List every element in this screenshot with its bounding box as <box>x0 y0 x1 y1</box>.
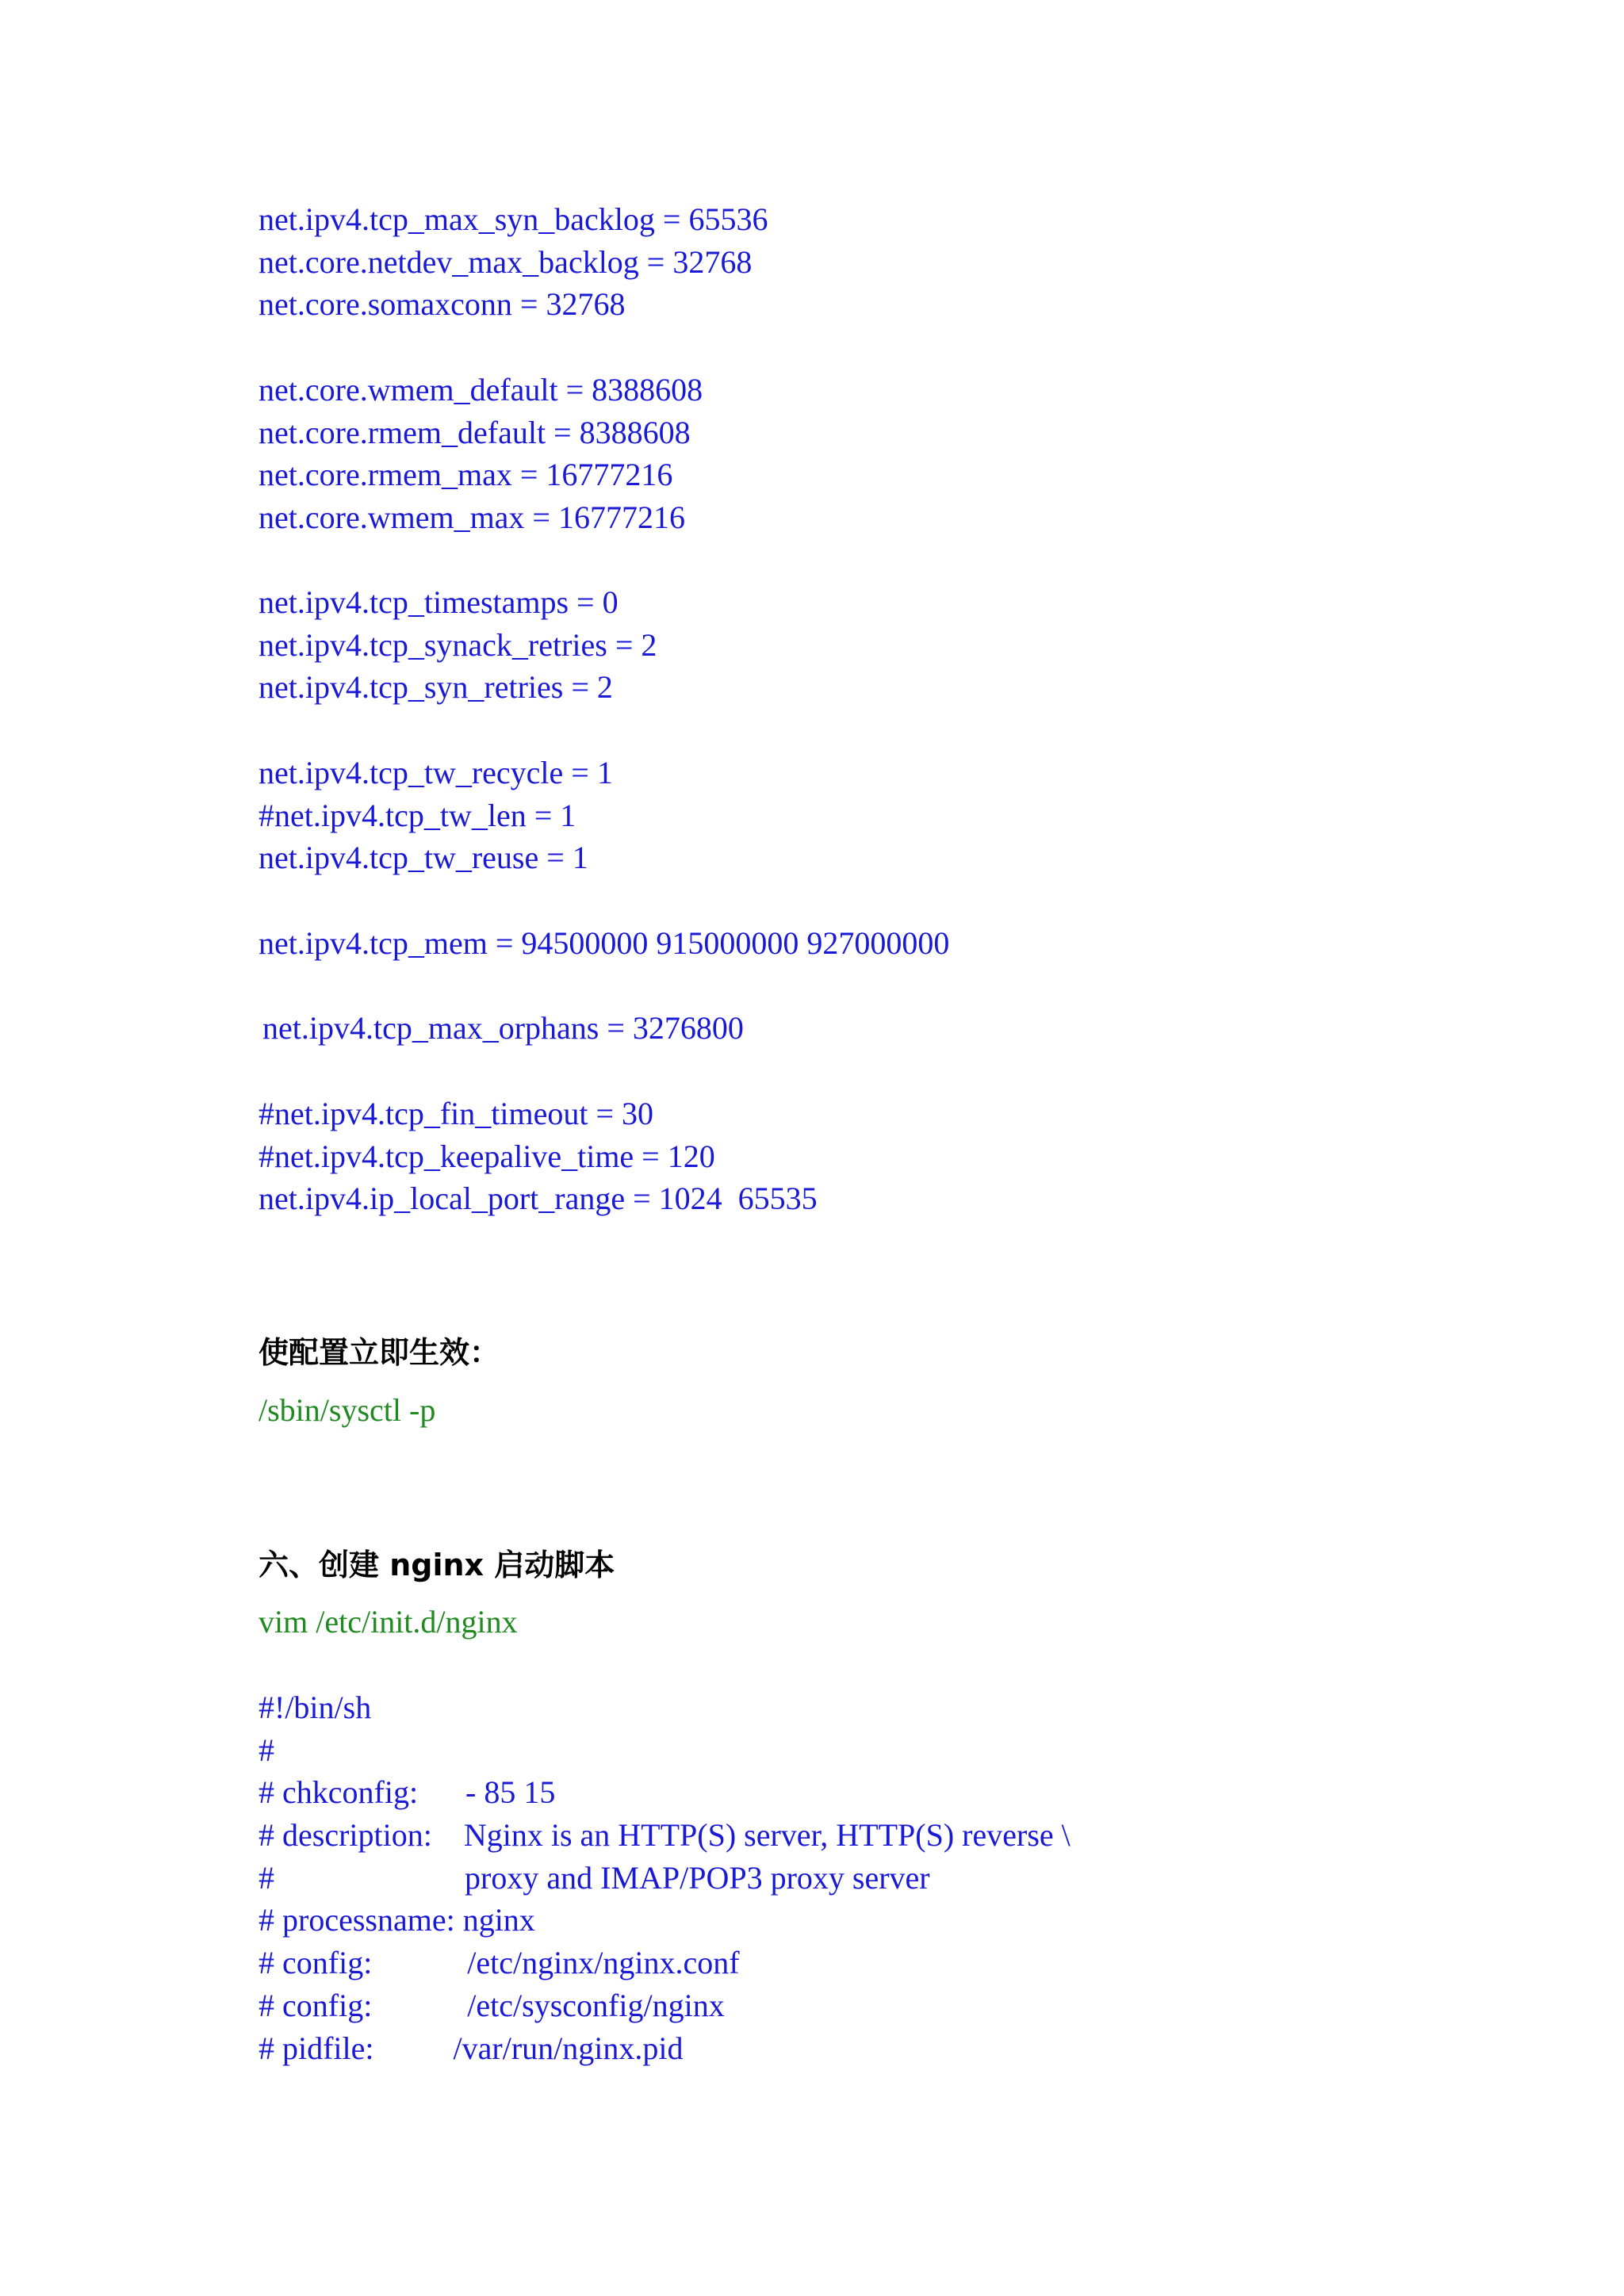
script-line: # proxy and IMAP/POP3 proxy server <box>259 1859 930 1896</box>
section-heading-apply: 使配置立即生效： <box>259 1335 500 1370</box>
config-line: net.core.wmem_default = 8388608 <box>259 372 703 408</box>
config-line: net.ipv4.tcp_syn_retries = 2 <box>259 669 613 706</box>
script-line: # description: Nginx is an HTTP(S) server, HTTP(S) reverse \ <box>259 1817 1071 1854</box>
config-line: #net.ipv4.tcp_keepalive_time = 120 <box>259 1138 715 1174</box>
sysctl-group-backlog <box>259 198 768 326</box>
config-line: net.ipv4.tcp_synack_retries = 2 <box>259 626 657 663</box>
command-line: vim /etc/init.d/nginx <box>259 1604 518 1640</box>
script-line: #!/bin/sh <box>259 1689 372 1725</box>
config-line: net.ipv4.tcp_tw_reuse = 1 <box>259 840 588 876</box>
script-line: # pidfile: /var/run/nginx.pid <box>259 2030 684 2066</box>
script-line: # processname: nginx <box>259 1902 535 1938</box>
section-heading-six: 六、创建 nginx 启动脚本 <box>259 1548 615 1582</box>
config-line: net.ipv4.tcp_max_syn_backlog = 65536 <box>259 201 768 237</box>
config-line: net.core.somaxconn = 32768 <box>259 286 626 323</box>
sysctl-group-tw <box>259 752 613 879</box>
sysctl-group-memory <box>259 369 703 539</box>
config-line: net.ipv4.ip_local_port_range = 1024 65535 <box>259 1181 818 1217</box>
config-line: #net.ipv4.tcp_fin_timeout = 30 <box>259 1096 654 1131</box>
init-script <box>259 1686 1071 2069</box>
apply-command <box>259 1389 435 1432</box>
script-line: # config: /etc/nginx/nginx.conf <box>259 1945 740 1981</box>
script-line: # <box>259 1732 274 1768</box>
sysctl-group-retries <box>259 581 657 709</box>
config-line: #net.ipv4.tcp_tw_len = 1 <box>259 797 576 833</box>
vim-command <box>259 1601 518 1644</box>
config-line: net.ipv4.tcp_tw_recycle = 1 <box>259 755 613 790</box>
script-line: # config: /etc/sysconfig/nginx <box>259 1987 725 2023</box>
sysctl-group-timeouts <box>259 1093 818 1220</box>
sysctl-max-orphans <box>259 1007 744 1050</box>
config-line: net.core.wmem_max = 16777216 <box>259 499 685 536</box>
config-line: net.core.rmem_max = 16777216 <box>259 457 673 493</box>
config-line: net.ipv4.tcp_max_orphans = 3276800 <box>262 1010 744 1046</box>
command-line: /sbin/sysctl -p <box>259 1392 436 1428</box>
sysctl-tcp-mem <box>259 922 949 965</box>
config-line: net.ipv4.tcp_mem = 94500000 915000000 927000000 <box>259 925 950 961</box>
config-line: net.ipv4.tcp_timestamps = 0 <box>259 584 619 620</box>
config-line: net.core.rmem_default = 8388608 <box>259 414 691 450</box>
config-line: net.core.netdev_max_backlog = 32768 <box>259 243 753 280</box>
script-line: # chkconfig: - 85 15 <box>259 1774 556 1811</box>
